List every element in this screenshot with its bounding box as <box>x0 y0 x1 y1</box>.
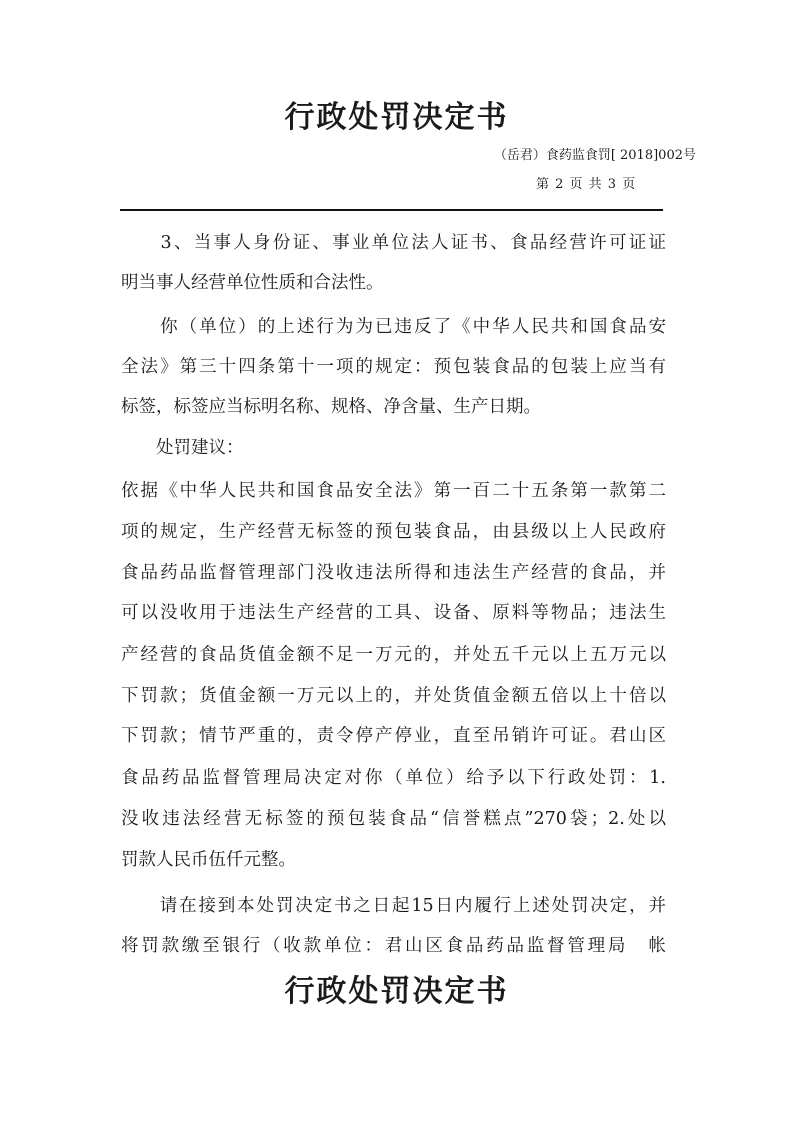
body-line: 产经营的食品货值金额不足一万元的，并处五千元以上五万元以 <box>121 645 666 665</box>
body-line: 全法》第三十四条第十一项的规定：预包装食品的包装上应当有 <box>121 357 666 377</box>
body-line: 下罚款；货值金额一万元以上的，并处货值金额五倍以上十倍以 <box>121 686 666 706</box>
body-line: 处罚建议： <box>121 438 244 458</box>
body-line: 请在接到本处罚决定书之日起15日内履行上述处罚决定，并 <box>121 896 666 916</box>
body-line: 3、当事人身份证、事业单位法人证书、食品经营许可证证 <box>121 233 666 253</box>
document-title: 行政处罚决定书 <box>284 100 509 135</box>
body-line: 食品药品监督管理部门没收违法所得和违法生产经营的食品，并 <box>121 563 666 583</box>
body-line: 可以没收用于违法生产经营的工具、设备、原料等物品；违法生 <box>121 603 666 623</box>
body-line: 食品药品监督管理局决定对你（单位）给予以下行政处罚：1. <box>121 768 666 788</box>
header-divider <box>120 209 663 211</box>
page-indicator: 第 2 页 共 3 页 <box>536 177 636 192</box>
body-line: 项的规定，生产经营无标签的预包装食品，由县级以上人民政府 <box>121 522 666 542</box>
body-line: 你（单位）的上述行为为已违反了《中华人民共和国食品安 <box>121 317 666 337</box>
body-line: 依据《中华人民共和国食品安全法》第一百二十五条第一款第二 <box>121 481 666 501</box>
body-line: 没收违法经营无标签的预包装食品“信誉糕点”270袋；2.处以 <box>121 809 666 829</box>
body-line: 将罚款缴至银行（收款单位：君山区食品药品监督管理局 帐 <box>121 936 666 956</box>
body-line: 明当事人经营单位性质和合法性。 <box>121 273 384 293</box>
body-line: 罚款人民币伍仟元整。 <box>121 850 296 870</box>
body-line: 标签，标签应当标明名称、规格、净含量、生产日期。 <box>121 397 541 417</box>
document-number: （岳君）食药监食罚[ 2018]002号 <box>493 148 696 163</box>
body-line: 下罚款；情节严重的，责令停产停业，直至吊销许可证。君山区 <box>121 726 666 746</box>
next-page-title: 行政处罚决定书 <box>284 974 509 1009</box>
